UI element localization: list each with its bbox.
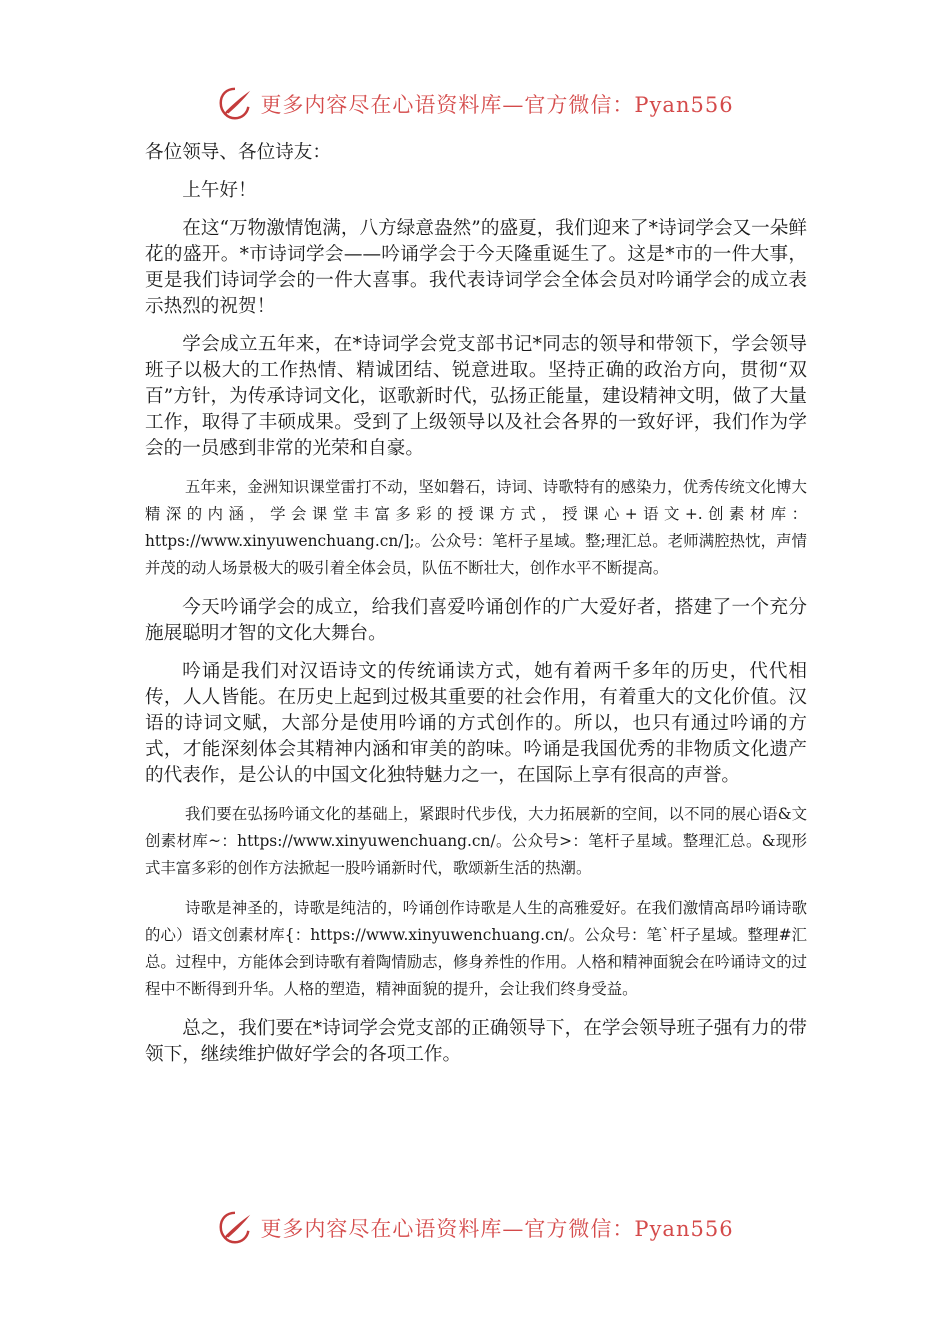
salutation: 各位领导、各位诗友： <box>145 142 331 163</box>
paragraph: 今天吟诵学会的成立，给我们喜爱吟诵创作的广大爱好者，搭建了一个充分施展聪明才智的文化大舞台。 <box>145 597 807 644</box>
banner-text: 更多内容尽在心语资料库—官方微信：Pyan556 <box>260 1217 734 1241</box>
document-body <box>145 140 807 1080</box>
paragraph: 我们要在弘扬吟诵文化的基础上，紧跟时代步伐，大力拓展新的空间，以不同的展心语&文创素材库~：https://www.xinyuwenchuang.cn/。公众号>：笔杆子星域。整理汇总。&现形式丰富多彩的创作方法掀起一股吟诵新时代，歌颂新生活的热潮。 <box>145 805 807 877</box>
banner-text: 更多内容尽在心语资料库—官方微信：Pyan556 <box>260 93 734 117</box>
quill-logo-icon <box>216 85 254 123</box>
paragraph: 上午好！ <box>182 180 257 201</box>
footer-banner <box>0 1208 950 1248</box>
paragraph: 五年来，金洲知识课堂雷打不动，坚如磐石，诗词、诗歌特有的感染力，优秀传统文化博大精深的内涵，学会课堂丰富多彩的授课方式，授课心+语文+.创素材库：https://www.xinyuwenchuang.cn/];。公众号：笔杆子星域。整;理汇总。老师满腔热忱，声情并茂的动人场景极大的吸引着全体会员，队伍不断壮大，创作水平不断提高。 <box>145 478 807 577</box>
paragraph: 诗歌是神圣的，诗歌是纯洁的，吟诵创作诗歌是人生的高雅爱好。在我们激情高昂吟诵诗歌的心）语文创素材库{：https://www.xinyuwenchuang.cn/。公众号：笔`杆子星域。整理#汇总。过程中，方能体会到诗歌有着陶情励志，修身养性的作用。人格和精神面貌会在吟诵诗文的过程中不断得到升华。人格的塑造，精神面貌的提升，会让我们终身受益。 <box>145 899 807 998</box>
paragraph: 学会成立五年来，在*诗词学会党支部书记*同志的领导和带领下，学会领导班子以极大的工作热情、精诚团结、锐意进取。坚持正确的政治方向，贯彻“双百”方针，为传承诗词文化，讴歌新时代，弘扬正能量，建设精神文明，做了大量工作，取得了丰硕成果。受到了上级领导以及社会各界的一致好评，我们作为学会的一员感到非常的光荣和自豪。 <box>145 334 807 459</box>
quill-logo-icon <box>216 1209 254 1247</box>
header-banner <box>0 84 950 124</box>
paragraph: 在这“万物激情饱满，八方绿意盎然”的盛夏，我们迎来了*诗词学会又一朵鲜花的盛开。*市诗词学会——吟诵学会于今天隆重诞生了。这是*市的一件大事，更是我们诗词学会的一件大喜事。我代表诗词学会全体会员对吟诵学会的成立表示热烈的祝贺！ <box>145 218 807 317</box>
paragraph: 总之，我们要在*诗词学会党支部的正确领导下，在学会领导班子强有力的带领下，继续维护做好学会的各项工作。 <box>145 1018 807 1065</box>
paragraph: 吟诵是我们对汉语诗文的传统诵读方式，她有着两千多年的历史，代代相传，人人皆能。在历史上起到过极其重要的社会作用，有着重大的文化价值。汉语的诗词文赋，大部分是使用吟诵的方式创作的。所以，也只有通过吟诵的方式，才能深刻体会其精神内涵和审美的韵味。吟诵是我国优秀的非物质文化遗产的代表作，是公认的中国文化独特魅力之一，在国际上享有很高的声誉。 <box>145 661 807 786</box>
